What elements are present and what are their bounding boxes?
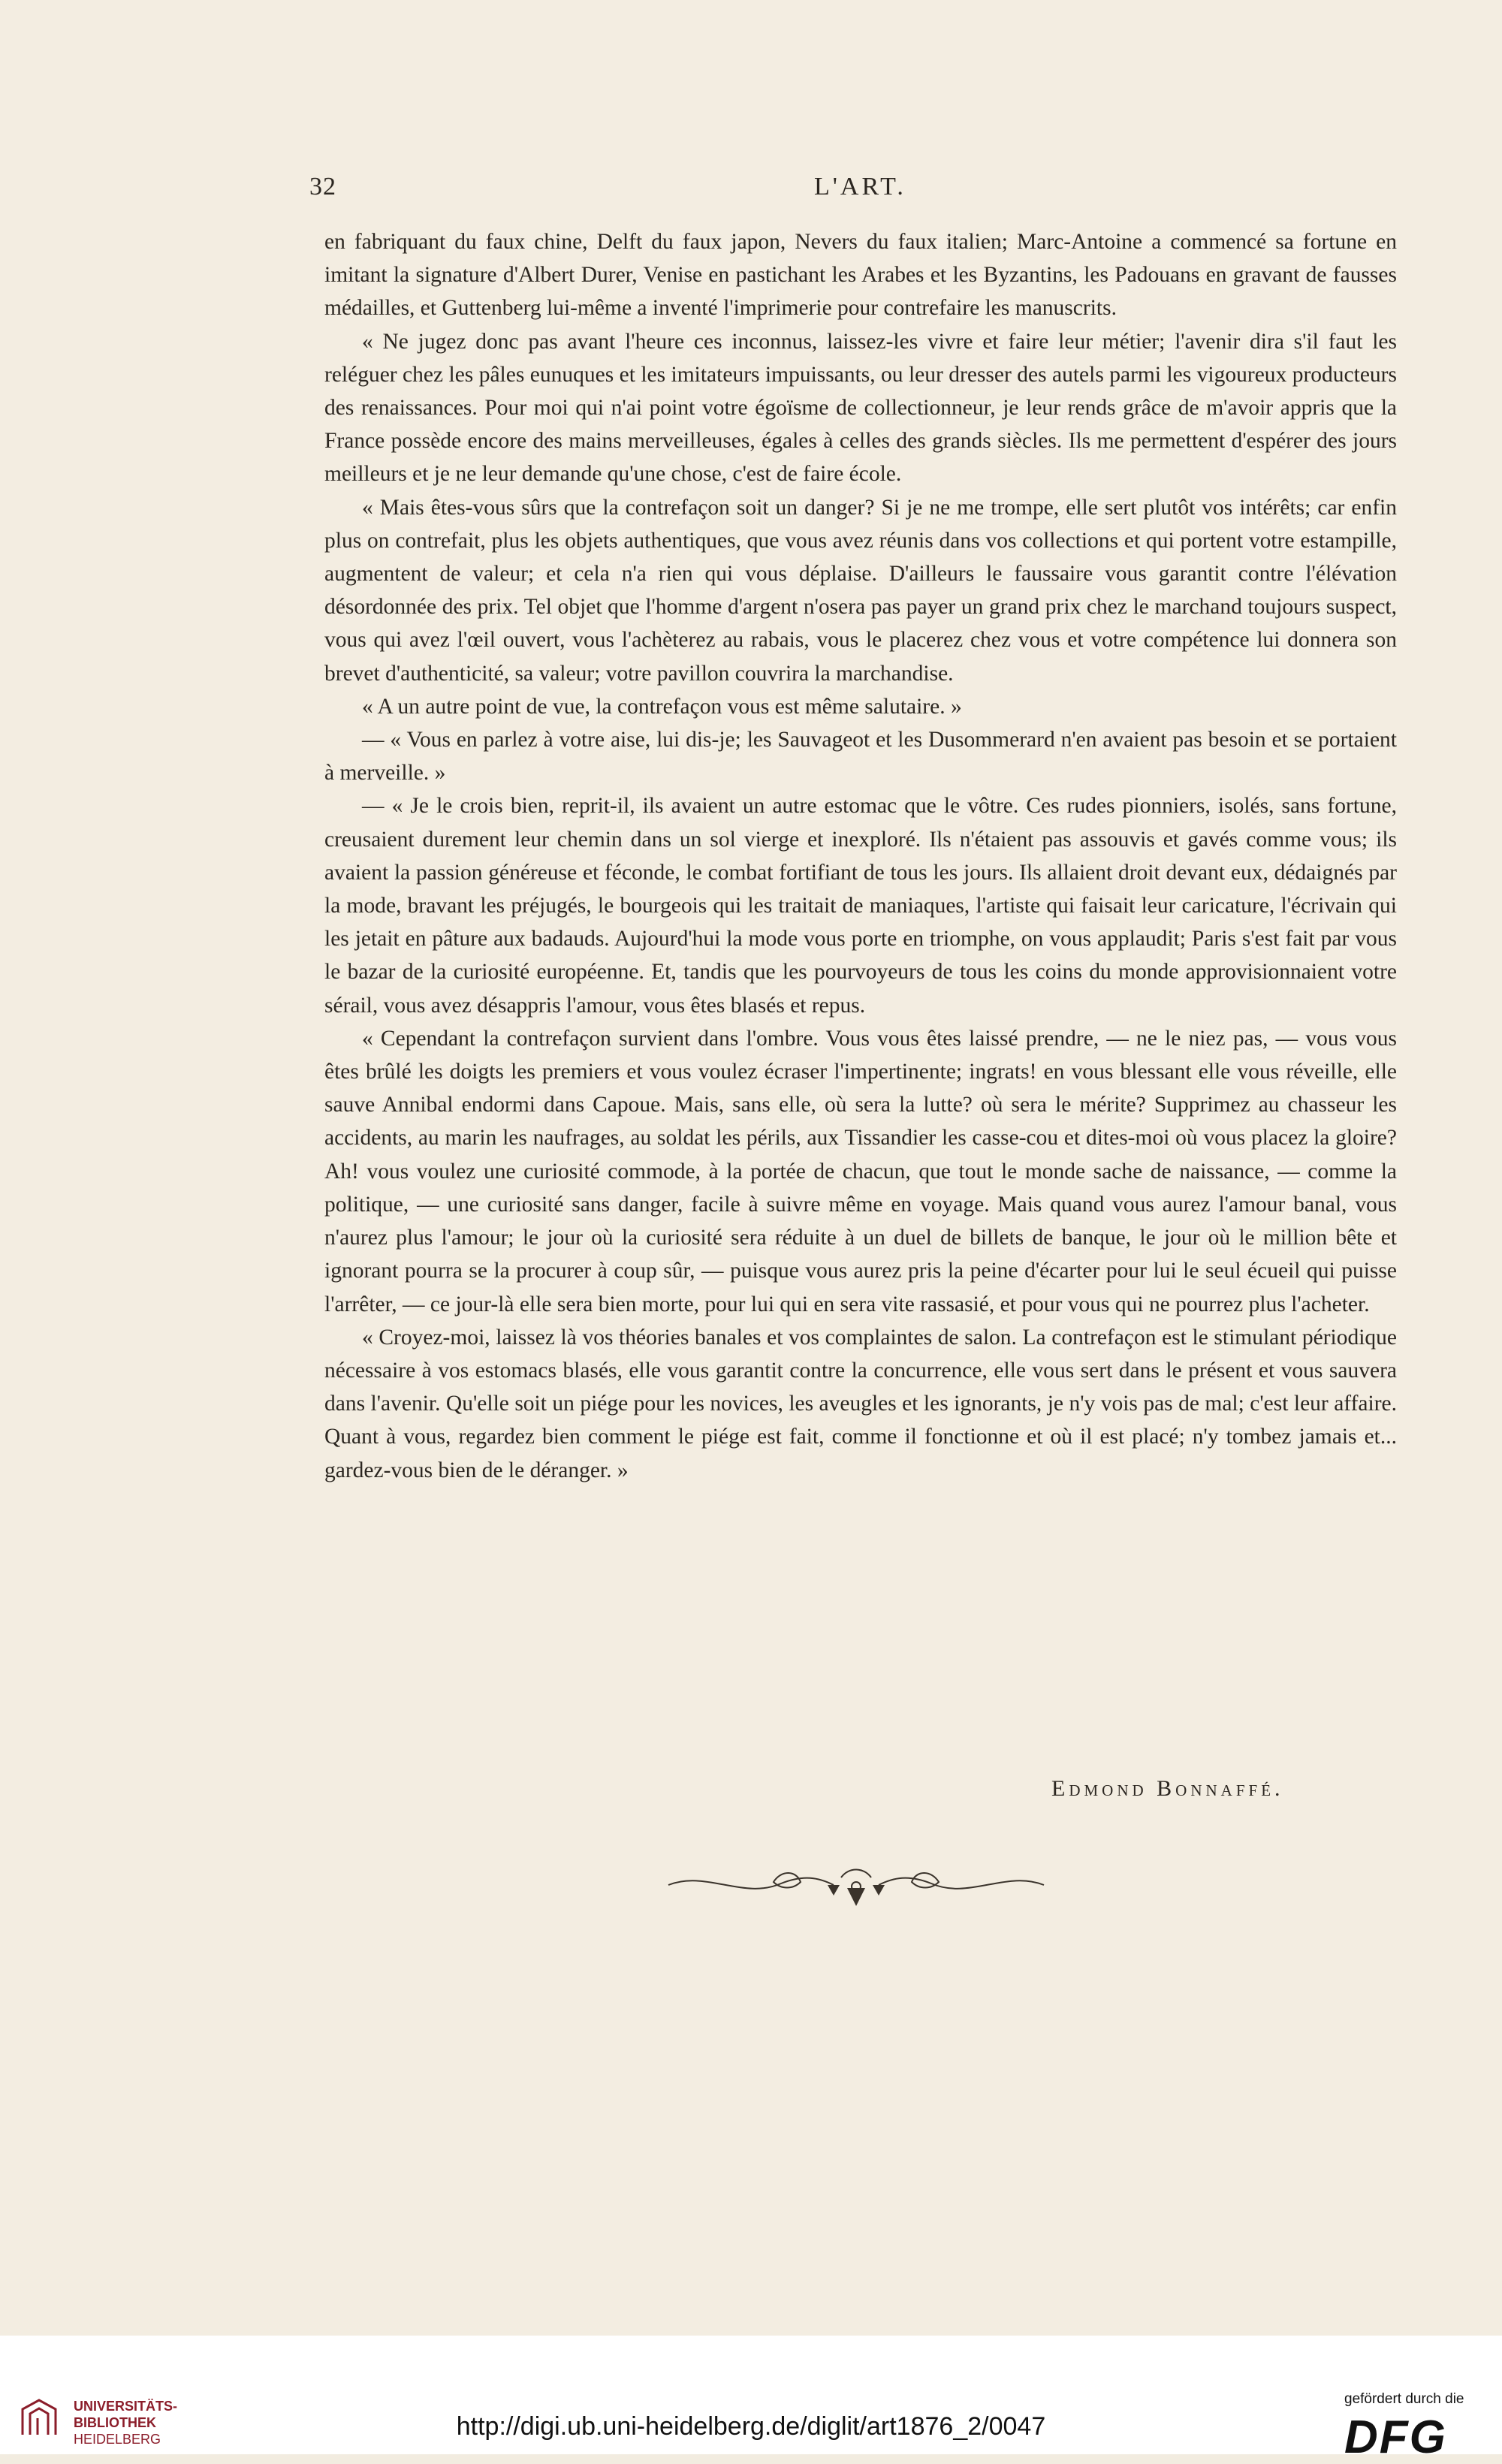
- paragraph: « Cependant la contrefaçon survient dans l'ombre. Vous vous êtes laissé prendre, — ne le niez pas, — vous vous êtes brûlé les doigts les premiers et vous voulez écraser l'impertinente; ingrats! en vous blessant elle vous réveille, elle sauve Annibal endormi dans Capoue. Mais, sans elle, où sera la lutte? où sera le mérite? Supprimez au chasseur les accidents, au marin les naufrages, au soldat les périls, aux Tissandier les casse-cou et dites-moi où vous placez la gloire? Ah! vous voulez une curiosité commode, à la portée de chacun, que tout le monde sache de naissance, — comme la politique, — une curiosité sans danger, facile à suivre même en voyage. Mais quand vous aurez l'amour banal, vous n'aurez plus l'amour; le jour où la curiosité sera réduite à un duel de billets de banque, le jour où le million bête et ignorant pourra se la procurer à coup sûr, — puisque vous aurez pris la peine d'écarter pour lui le seul écueil qui puisse l'arrêter, — ce jour-là elle sera bien morte, pour lui qui en sera vite rassasié, et pour vous qui ne pourrez plus l'acheter.: [324, 1026, 1397, 1316]
- paragraph: en fabriquant du faux chine, Delft du faux japon, Nevers du faux italien; Marc-Antoine a commencé sa fortune en imitant la signature d'Albert Durer, Venise en pastichant les Arabes et les Byzantins, les Padouans en gravant de fausses médailles, et Guttenberg lui-même a inventé l'imprimerie pour contrefaire les manuscrits.: [324, 230, 1397, 321]
- author-signature: Edmond Bonnaffé.: [1051, 1776, 1284, 1801]
- ub-heidelberg-logo-icon: [17, 2396, 62, 2441]
- paragraph: « Croyez-moi, laissez là vos théories banales et vos complaintes de salon. La contrefaçon est le stimulant périodique nécessaire à vos estomacs blasés, elle vous garantit contre la concurrence, elle vous sert dans le présent et vous sauvera dans l'avenir. Qu'elle soit un piége pour les novices, les aveugles et les ignorants, je n'y vois pas de mal; c'est leur affaire. Quant à vous, regardez bien comment le piége est fait, comme il fonctionne et où il est placé; n'y tombez jamais et... gardez-vous bien de le déranger. »: [324, 1325, 1397, 1482]
- paragraph: « A un autre point de vue, la contrefaçon vous est même salutaire. »: [362, 694, 962, 719]
- library-name-line: HEIDELBERG: [74, 2432, 161, 2447]
- article-body: [324, 225, 1397, 1487]
- source-url-link[interactable]: http://digi.ub.uni-heidelberg.de/diglit/art1876_2/0047: [456, 2412, 1046, 2441]
- library-name: [74, 2398, 177, 2447]
- paragraph: — « Je le crois bien, reprit-il, ils avaient un autre estomac que le vôtre. Ces rudes pionniers, isolés, sans fortune, creusaient durement leur chemin dans un sol vierge et inexploré. Ils n'étaient pas assouvis et gavés comme vous; ils avaient la passion généreuse et féconde, le combat fortifiant de tous les jours. Ils allaient droit devant eux, dédaignés par la mode, bravant les préjugés, le bourgeois qui les traitait de maniaques, l'artiste qui faisait leur caricature, l'écrivain qui les jetait en pâture aux badauds. Aujourd'hui la mode vous porte en triomphe, on vous applaudit; Paris s'est fait par vous le bazar de la curiosité européenne. Et, tandis que les pourvoyeurs de tous les coins du monde approvisionnaient votre sérail, vous avez désappris l'amour, vous êtes blasés et repus.: [324, 794, 1397, 1018]
- running-title: L'ART.: [814, 173, 906, 201]
- page-number: 32: [309, 173, 336, 201]
- funding-caption: gefördert durch die: [1344, 2391, 1464, 2407]
- dfg-logo: DFG: [1344, 2411, 1447, 2463]
- paragraph: « Ne jugez donc pas avant l'heure ces inconnus, laissez-les vivre et faire leur métier; l'avenir dira s'il faut les reléguer chez les pâles eunuques et les imitateurs impuissants, ou leur dresser des autels parmi les vigoureux producteurs des renaissances. Pour moi qui n'ai point votre égoïsme de collectionneur, je leur rends grâce de m'avoir appris que la France possède encore des mains merveilleuses, égales à celles des grands siècles. Ils me permettent d'espérer des jours meilleurs et je ne leur demande qu'une chose, c'est de faire école.: [324, 329, 1397, 487]
- digitization-footer: [0, 2336, 1502, 2463]
- paragraph: « Mais êtes-vous sûrs que la contrefaçon soit un danger? Si je ne me trompe, elle sert plutôt vos intérêts; car enfin plus on contrefait, plus les objets authentiques, que vous avez réunis dans vos collections et qui portent votre estampille, augmentent de valeur; et cela n'a rien qui vous déplaise. D'ailleurs le faussaire vous garantit contre l'élévation désordonnée des prix. Tel objet que l'homme d'argent n'osera pas payer un grand prix chez le marchand toujours suspect, vous qui avez l'œil ouvert, vous l'achèterez au rabais, vous le placerez chez vous et votre compétence lui donnera son brevet d'authenticité, sa valeur; votre pavillon couvrira la marchandise.: [324, 495, 1397, 686]
- library-name-line: BIBLIOTHEK: [74, 2415, 156, 2430]
- ornamental-vignette-icon: [661, 1855, 1051, 1915]
- library-name-line: UNIVERSITÄTS-: [74, 2399, 178, 2414]
- paragraph: — « Vous en parlez à votre aise, lui dis-je; les Sauvageot et les Dusommerard n'en avaient pas besoin et se portaient à merveille. »: [324, 728, 1397, 786]
